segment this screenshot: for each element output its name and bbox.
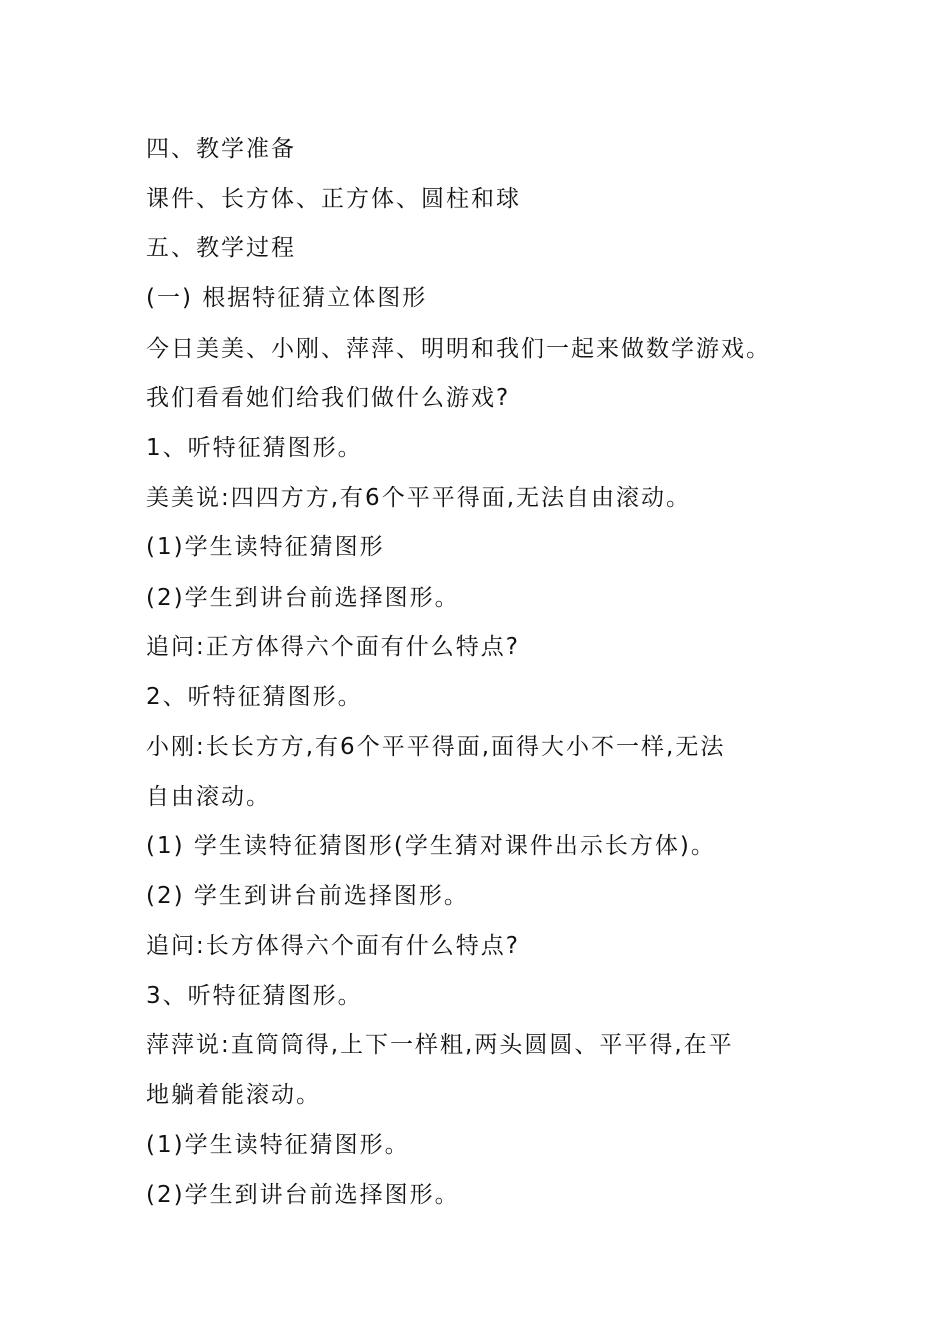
step-1-item-1: (1)学生读特征猜图形 [146, 534, 385, 560]
step-2-heading: 2、听特征猜图形。 [146, 684, 363, 710]
step-2-item-2: (2) 学生到讲台前选择图形。 [146, 883, 469, 909]
paragraph-question: 我们看看她们给我们做什么游戏? [146, 385, 511, 411]
step-2-description-cont: 自由滚动。 [146, 784, 271, 810]
step-3-description-cont: 地躺着能滚动。 [146, 1082, 321, 1108]
subheading-guess-shapes: (一) 根据特征猜立体图形 [146, 285, 428, 311]
step-3-description: 萍萍说:直筒筒得,上下一样粗,两头圆圆、平平得,在平 [146, 1032, 734, 1058]
step-2-item-1: (1) 学生读特征猜图形(学生猜对课件出示长方体)。 [146, 833, 716, 859]
step-1-description: 美美说:四四方方,有6个平平得面,无法自由滚动。 [146, 485, 692, 511]
paragraph-intro: 今日美美、小刚、萍萍、明明和我们一起来做数学游戏。 [146, 336, 771, 362]
heading-teaching-preparation: 四、教学准备 [146, 136, 296, 162]
step-2-description: 小刚:长长方方,有6个平平得面,面得大小不一样,无法 [146, 734, 726, 760]
step-3-heading: 3、听特征猜图形。 [146, 983, 363, 1009]
step-1-followup: 追问:正方体得六个面有什么特点? [146, 634, 520, 660]
step-3-item-1: (1)学生读特征猜图形。 [146, 1132, 410, 1158]
step-2-followup: 追问:长方体得六个面有什么特点? [146, 933, 520, 959]
step-1-heading: 1、听特征猜图形。 [146, 435, 363, 461]
step-1-item-2: (2)学生到讲台前选择图形。 [146, 585, 460, 611]
heading-teaching-process: 五、教学过程 [146, 235, 296, 261]
step-3-item-2: (2)学生到讲台前选择图形。 [146, 1182, 460, 1208]
paragraph-materials: 课件、长方体、正方体、圆柱和球 [146, 186, 521, 212]
